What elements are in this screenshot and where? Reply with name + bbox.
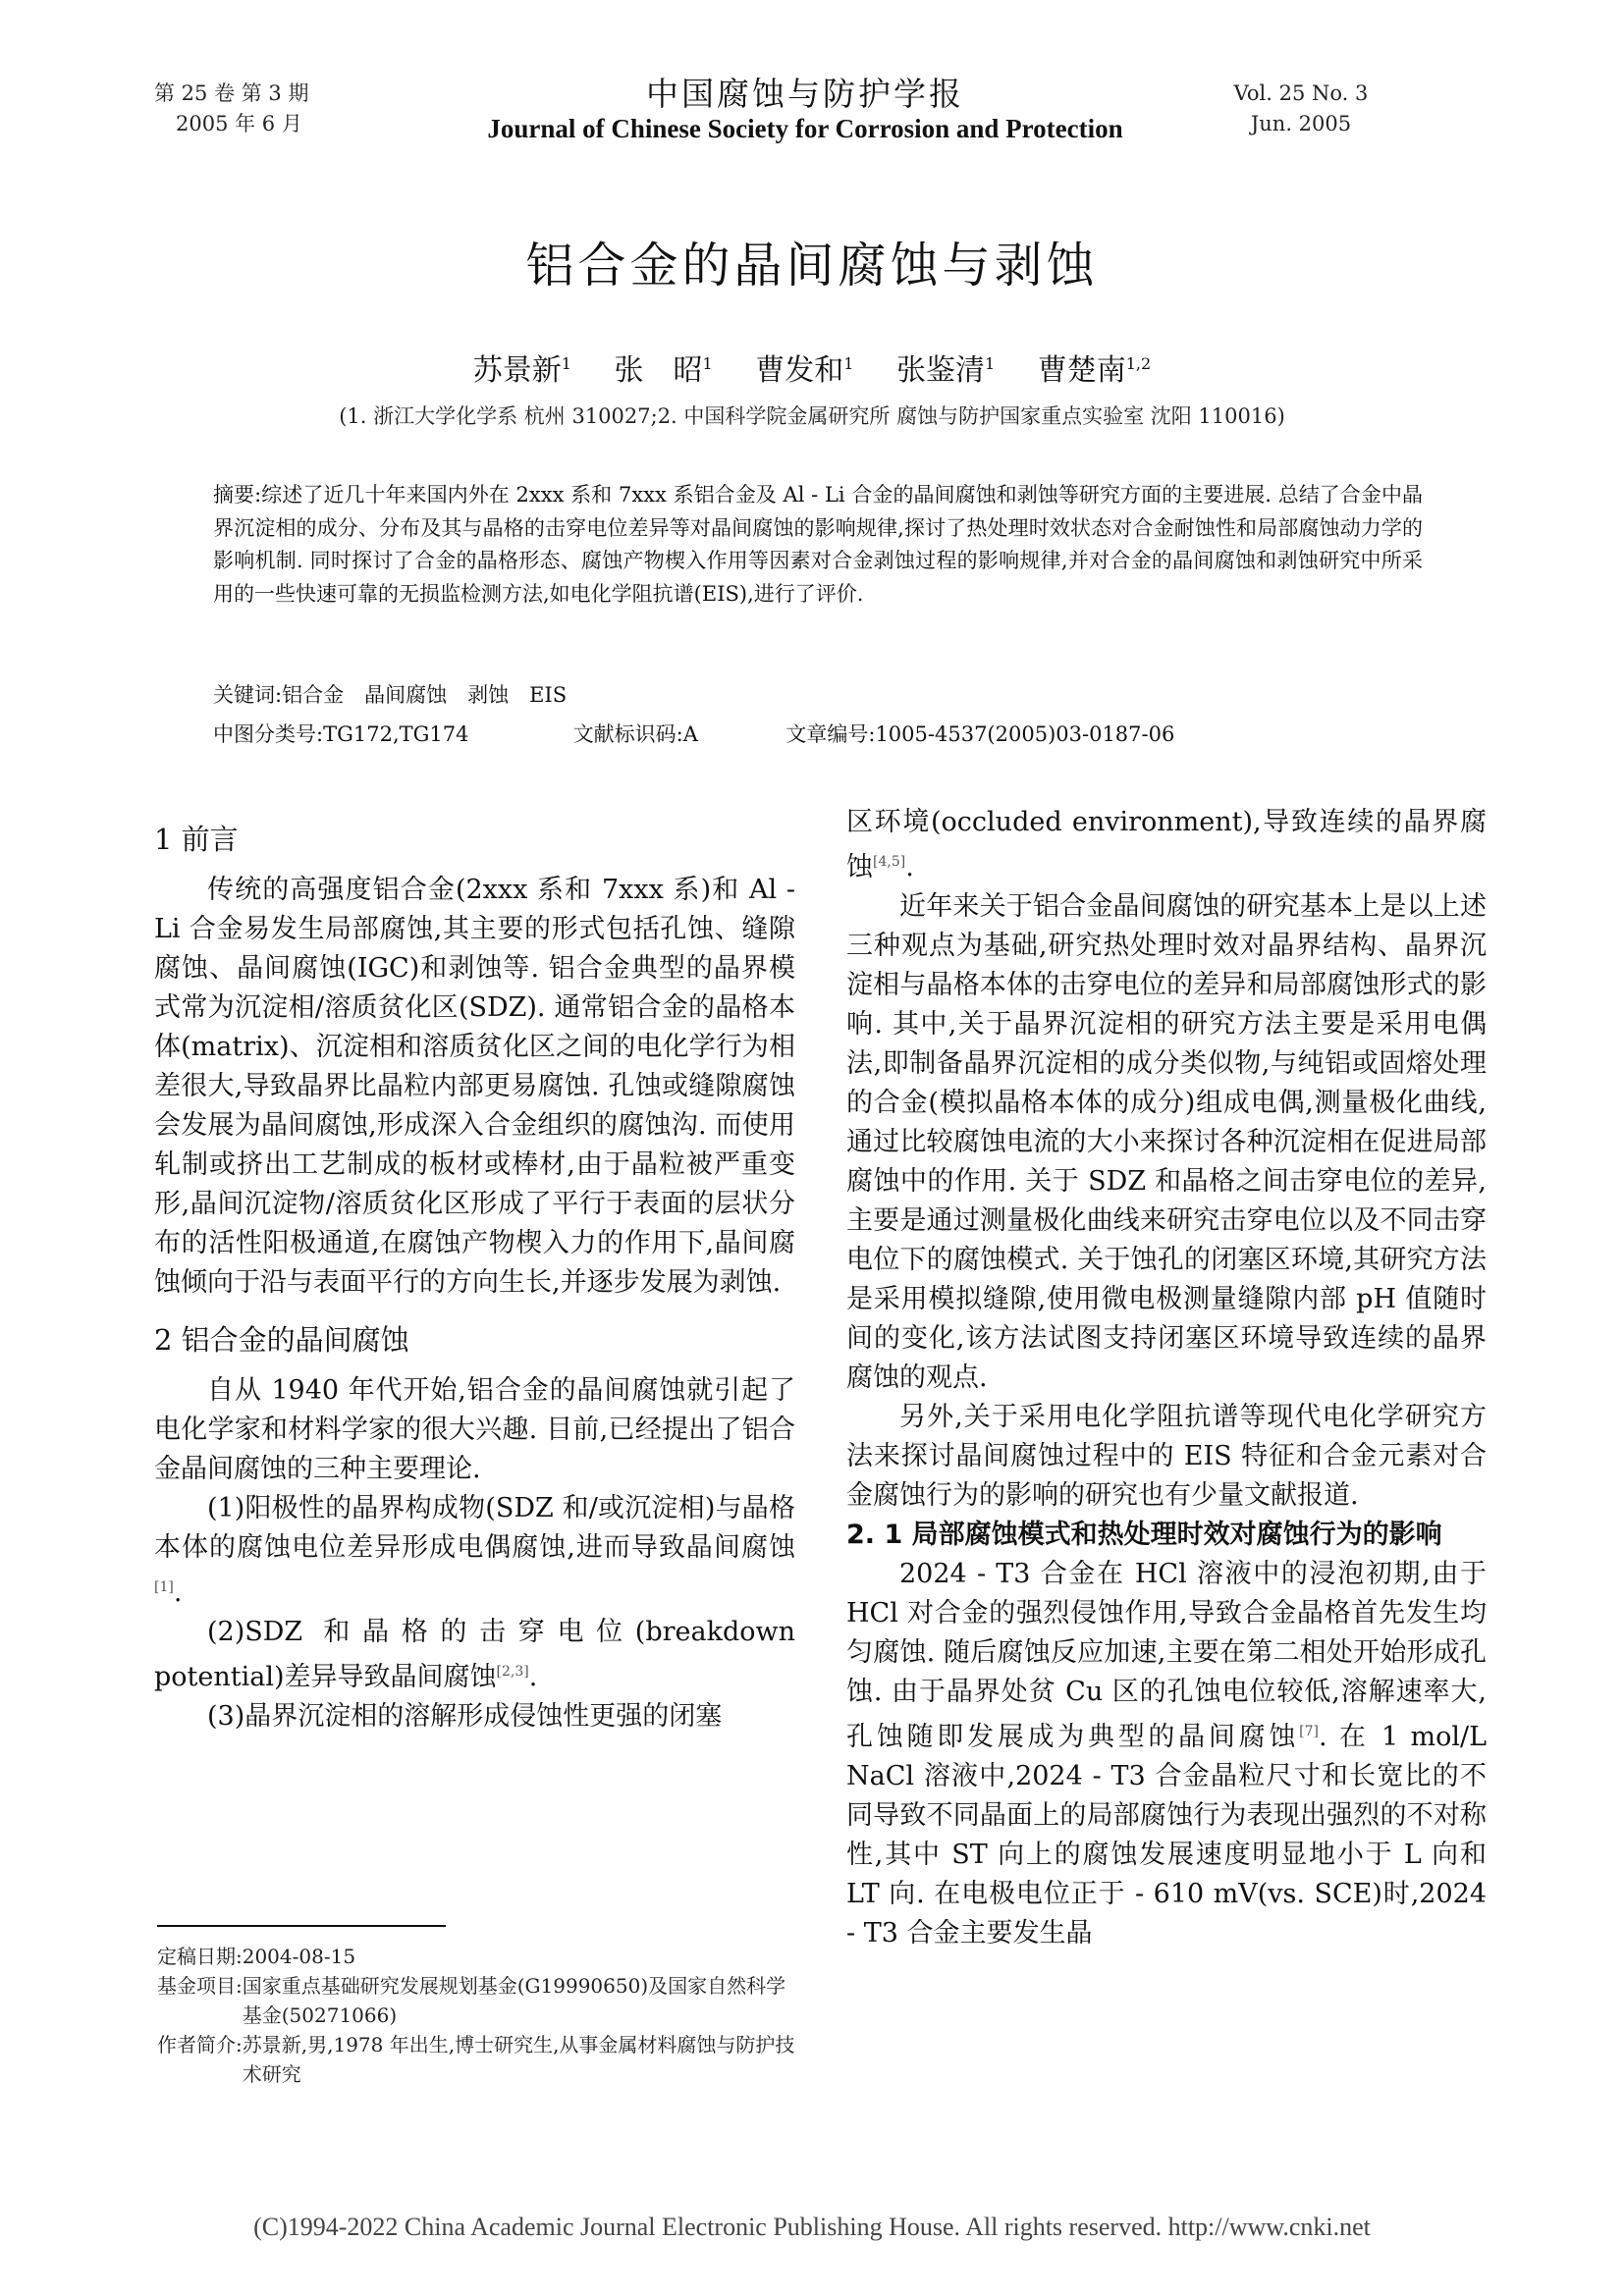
author-list	[0, 346, 1624, 389]
theory-3: (3)晶界沉淀相的溶解形成侵蚀性更强的闭塞	[207, 1701, 723, 1732]
author: 曹楚南$^{1,2}$	[1037, 353, 1152, 388]
author: 曹发和$^1$	[755, 353, 854, 388]
paragraph: 另外,关于采用电化学阻抗谱等现代电化学研究方法来探讨晶间腐蚀过程中的 EIS 特征和合金元素对合金腐蚀行为的影响的研究也有少量文献报道.	[846, 1402, 1487, 1511]
citation: [4,5]	[873, 854, 906, 870]
paper-title: 铝合金的晶间腐蚀与剥蚀	[525, 238, 1099, 294]
theory-2: (2)SDZ 和晶格的击穿电位(breakdown potential)差异导致晶间腐蚀[2,3].	[154, 1617, 795, 1692]
keywords-label: 关键词:	[213, 683, 283, 707]
volume-en: Vol. 25 No. 3	[1233, 81, 1369, 105]
section-2-heading: 2 铝合金的晶间腐蚀	[154, 1323, 409, 1357]
footnote-divider	[157, 1925, 446, 1927]
fund-note: 基金项目: 国家重点基础研究发展规划基金(G19990650)及国家自然科学基金(50271066)	[157, 1974, 786, 2027]
copyright-footer: (C)1994-2022 China Academic Journal Electronic Publishing House. All rights reserved. http://www.cnki.net	[253, 2213, 1371, 2241]
journal-title-cn: 中国腐蚀与防护学报	[646, 75, 964, 113]
volume-issue-cn	[154, 79, 370, 139]
footnotes	[157, 1942, 797, 2089]
paragraph: 近年来关于铝合金晶间腐蚀的研究基本上是以上述三种观点为基础,研究热处理时效对晶界结构、晶界沉淀相与晶格本体的击穿电位的差异和局部腐蚀形式的影响. 其中,关于晶界沉淀相的研究方法主要是采用电偶法,即制备晶界沉淀相的成分类似物,与纯铝或固熔处理的合金(模拟晶格本体的成分)组成电偶,测量极化曲线,通过比较腐蚀电流的大小来探讨各种沉淀相在促进局部腐蚀中的作用. 关于 SDZ 和晶格之间击穿电位的差异,主要是通过测量极化曲线来研究击穿电位以及不同击穿电位下的腐蚀模式. 关于蚀孔的闭塞区环境,其研究方法是采用模拟缝隙,使用微电极测量缝隙内部 pH 值随时间的变化,该方法试图支持闭塞区环境导致连续的晶界腐蚀的观点.	[846, 891, 1487, 1393]
journal-title-en: Journal of Chinese Society for Corrosion and Protection	[487, 114, 1123, 143]
keywords	[213, 680, 1423, 710]
abstract-label: 摘要:	[213, 483, 262, 507]
keywords-text: 铝合金 晶间腐蚀 剥蚀 EIS	[282, 683, 568, 707]
paragraph-continued: 区环境(occluded environment),导致连续的晶界腐蚀[4,5].	[846, 807, 1487, 882]
affiliation: (1. 浙江大学化学系 杭州 310027;2. 中国科学院金属研究所 腐蚀与防护国家重点实验室 沈阳 110016)	[339, 404, 1285, 428]
document-code: 文献标识码:A	[572, 722, 698, 746]
clc-number: 中图分类号:TG172,TG174	[213, 722, 469, 746]
citation: [7]	[1299, 1724, 1319, 1739]
article-number: 文章编号:1005-4537(2005)03-0187-06	[785, 722, 1175, 746]
volume-cn: 第 25 卷 第 3 期	[154, 81, 309, 105]
author: 张鉴清$^1$	[896, 353, 996, 388]
abstract-text: 综述了近几十年来国内外在 2xxx 系和 7xxx 系铝合金及 Al - Li 合金的晶间腐蚀和剥蚀等研究方面的主要进展. 总结了合金中晶界沉淀相的成分、分布及其与晶格的击穿电位差异等对晶间腐蚀的影响规律,探讨了热处理时效状态对合金耐蚀性和局部腐蚀动力学的影响机制. 同时探讨了合金的晶格形态、腐蚀产物楔入作用等因素对合金剥蚀过程的影响规律,并对合金的晶间腐蚀和剥蚀研究中所采用的一些快速可靠的无损监检测方法,如电化学阻抗谱(EIS),进行了评价.	[213, 483, 1423, 606]
paragraph: 自从 1940 年代开始,铝合金的晶间腐蚀就引起了电化学家和材料学家的很大兴趣. 目前,已经提出了铝合金晶间腐蚀的三种主要理论.	[154, 1375, 795, 1484]
author-bio: 作者简介: 苏景新,男,1978 年出生,博士研究生,从事金属材料腐蚀与防护技术研究	[157, 2033, 795, 2086]
classification-line	[213, 720, 1423, 749]
date-cn: 2005 年 6 月	[176, 112, 302, 135]
section-2-1-heading: 2. 1 局部腐蚀模式和热处理时效对腐蚀行为的影响	[846, 1520, 1442, 1550]
abstract	[213, 479, 1423, 611]
paragraph: 2024 - T3 合金在 HCl 溶液中的浸泡初期,由于 HCl 对合金的强烈侵蚀作用,导致合金晶格首先发生均匀腐蚀. 随后腐蚀反应加速,主要在第二相处开始形成孔蚀. 由于晶界处贫 Cu 区的孔蚀电位较低,溶解速率大,孔蚀随即发展成为典型的晶间腐蚀[7]. 在 1 mol/L NaCl 溶液中,2024 - T3 合金晶粒尺寸和长宽比的不同导致不同晶面上的局部腐蚀行为表现出强烈的不对称性,其中 ST 向上的腐蚀发展速度明显地小于 L 向和 LT 向. 在电极电位正于 - 610 mV(vs. SCE)时,2024 - T3 合金主要发生晶	[846, 1559, 1488, 1949]
author: 苏景新$^1$	[472, 353, 571, 388]
citation: [2,3]	[496, 1664, 529, 1680]
right-column	[846, 803, 1487, 1953]
left-column	[154, 820, 795, 1736]
paragraph: 传统的高强度铝合金(2xxx 系和 7xxx 系)和 Al - Li 合金易发生局部腐蚀,其主要的形式包括孔蚀、缝隙腐蚀、晶间腐蚀(IGC)和剥蚀等. 铝合金典型的晶界模式常为沉淀相/溶质贫化区(SDZ). 通常铝合金的晶格本体(matrix)、沉淀相和溶质贫化区之间的电化学行为相差很大,导致晶界比晶粒内部更易腐蚀. 孔蚀或缝隙腐蚀会发展为晶间腐蚀,形成深入合金组织的腐蚀沟. 而使用轧制或挤出工艺制成的板材或棒材,由于晶粒被严重变形,晶间沉淀物/溶质贫化区形成了平行于表面的层状分布的活性阳极通道,在腐蚀产物楔入力的作用下,晶间腐蚀倾向于沿与表面平行的方向生长,并逐步发展为剥蚀.	[154, 875, 795, 1298]
date-en: Jun. 2005	[1250, 112, 1352, 135]
volume-issue-en	[1203, 79, 1399, 139]
theory-1: (1)阳极性的晶界构成物(SDZ 和/或沉淀相)与晶格本体的腐蚀电位差异形成电偶腐蚀,进而导致晶间腐蚀[1].	[154, 1493, 795, 1608]
received-date: 定稿日期:2004-08-15	[157, 1945, 356, 1968]
section-1-heading: 1 前言	[154, 823, 239, 856]
citation: [1]	[154, 1579, 174, 1595]
author: 张 昭$^1$	[614, 353, 713, 388]
